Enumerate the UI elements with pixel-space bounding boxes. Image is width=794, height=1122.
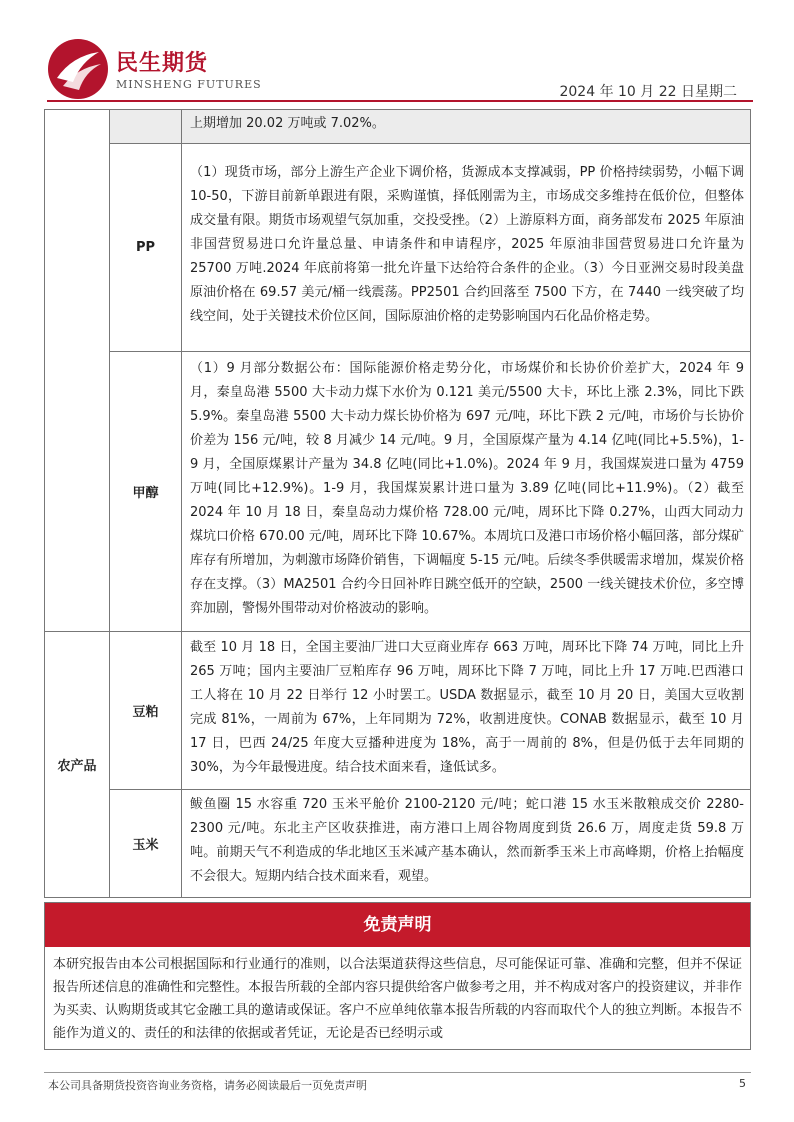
analysis-text: （1）9 月部分数据公布：国际能源价格走势分化，市场煤价和长协价价差扩大，2024 年 9 月，秦皇岛港 5500 大卡动力煤下水价为 0.121 美元/5500 大卡，环比上涨 2.3%，同比下跌 5.9%。秦皇岛港 5500 大卡动力煤长协价格为 697 元/吨，环比下跌 2 元/吨，市场价与长协价价差为 156 元/吨，较 8 月减少 14 元/吨。9 月，全国原煤产量为 4.14 亿吨(同比+5.5%)，1-9 月，全国原煤累计产量为 34.8 亿吨(同比+1.0%)。2024 年 9 月，我国煤炭进口量为 4759 万吨(同比+12.9%)。1-9 月，我国煤炭累计进口量为 3.89 亿吨(同比+11.9%)。（2）截至 2024 年 10 月 18 日，秦皇岛动力煤价格 728.00 元/吨，周环比下降 0.27%，山西大同动力煤坑口价格 670.00 元/吨，周环比下降 10.67%。本周坑口及港口市场价格小幅回落，部分煤矿库存有所增加，为刺激市场降价销售，下调幅度 5-15 元/吨。后续冬季供暖需求增加，煤炭价格存在支撑。（3）MA2501 合约今日回补昨日跳空低开的空缺，2500 一线关键技术价位，多空博弈加剧，警惕外围带动对价格波动的影响。: [182, 352, 751, 632]
product-cell-pp: PP: [110, 144, 182, 352]
analysis-text: （1）现货市场，部分上游生产企业下调价格，货源成本支撑减弱，PP 价格持续弱势，小幅下调 10-50，下游目前新单跟进有限，采购谨慎，择低刚需为主，市场成交多维持在低价位，但整体成交量有限。期货市场观望气氛加重，交投受挫。（2）上游原料方面，商务部发布 2025 年原油非国营贸易进口允许量总量、申请条件和申请程序，2025 年原油非国营贸易进口允许量为 25700 万吨.2024 年底前将第一批允许量下达给符合条件的企业。（3）今日亚洲交易时段美盘原油价格在 69.57 美元/桶一线震荡。PP2501 合约回落至 7500 下方，在 7440 一线突破了均线空间，处于关键技术价位区间，国际原油价格的走势影响国内石化品价格走势。: [182, 144, 751, 352]
disclaimer-section: [44, 902, 751, 1050]
brand-name-en: MINSHENG FUTURES: [116, 78, 262, 91]
analysis-text: 鲅鱼圈 15 水容重 720 玉米平舱价 2100-2120 元/吨；蛇口港 15 水玉米散粮成交价 2280-2300 元/吨。东北主产区收获推进，南方港口上周谷物周度到货 26.6 万，周度走货 59.8 万吨。前期天气不利造成的华北地区玉米减产基本确认，然而新季玉米上市高峰期，价格上抬幅度不会很大。短期内结合技术面来看，观望。: [182, 790, 751, 898]
minsheng-logo-icon: [47, 38, 109, 100]
category-cell-agri: 农产品: [45, 632, 110, 898]
table-row: [45, 144, 751, 352]
commodity-table: [44, 109, 751, 898]
footer-divider: [44, 1072, 751, 1073]
category-cell-empty: [45, 110, 110, 632]
page-header: [47, 38, 747, 100]
footer-note: 本公司具备期货投资咨询业务资格，请务必阅读最后一页免责声明: [48, 1079, 367, 1092]
analysis-text: 截至 10 月 18 日，全国主要油厂进口大豆商业库存 663 万吨，周环比下降 74 万吨，同比上升 265 万吨；国内主要油厂豆粕库存 96 万吨，周环比下降 7 万吨，同比上升 17 万吨.巴西港口工人将在 10 月 22 日举行 12 小时罢工。USDA 数据显示，截至 10 月 20 日，美国大豆收割完成 81%，一周前为 67%，上年同期为 72%，收割进度快。CONAB 数据显示，截至 10 月 17 日，巴西 24/25 年度大豆播种进度为 18%，高于一周前的 8%，但是仍低于去年同期的 30%，为今年最慢进度。结合技术面来看，逢低试多。: [182, 632, 751, 790]
product-cell: [110, 110, 182, 144]
disclaimer-text: 本研究报告由本公司根据国际和行业通行的准则，以合法渠道获得这些信息，尽可能保证可靠、准确和完整，但并不保证报告所述信息的准确性和完整性。本报告所载的全部内容只提供给客户做参考之用，并不构成对客户的投资建议，并非作为买卖、认购期货或其它金融工具的邀请或保证。客户不应单纯依靠本报告所载的内容而取代个人的独立判断。本报告不能作为道义的、责任的和法律的依据或者凭证，无论是否已经明示或: [53, 957, 743, 1041]
brand-name-cn: 民生期货: [116, 51, 209, 76]
analysis-text: 上期增加 20.02 万吨或 7.02%。: [182, 110, 751, 144]
table-row: [45, 790, 751, 898]
commodity-table-wrapper: [44, 109, 751, 898]
product-cell-soymeal: 豆粕: [110, 632, 182, 790]
product-cell-corn: 玉米: [110, 790, 182, 898]
page-number: 5: [739, 1077, 746, 1090]
table-row: [45, 352, 751, 632]
disclaimer-title: 免责声明: [45, 903, 750, 947]
report-date: 2024 年 10 月 22 日星期二: [559, 84, 737, 100]
table-row: [45, 632, 751, 790]
table-row: [45, 110, 751, 144]
product-cell-methanol: 甲醇: [110, 352, 182, 632]
header-divider: [47, 100, 753, 102]
